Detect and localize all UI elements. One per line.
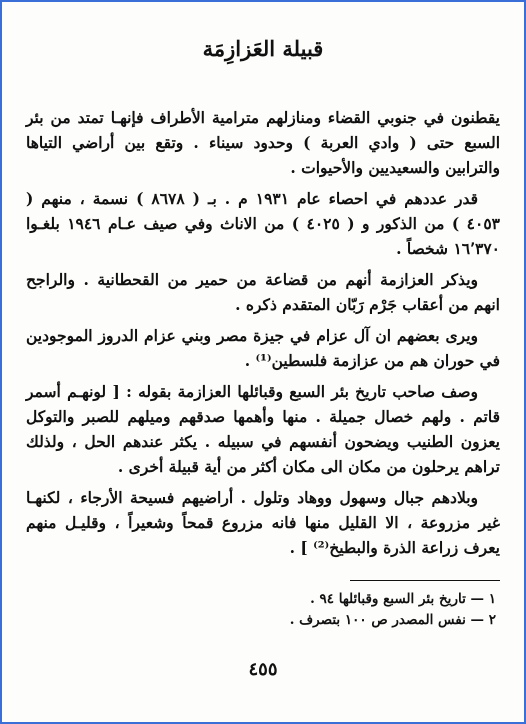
paragraph-lands: وبلادهم جبال وسهول ووهاد وتلول . أراضيهم فسيحة الأرجاء ، لكنهـا غير مزروعة ، الا القليل منها فانه مزروع قمحاً وشعيراً ، وقليـل منهم يعرف زراعة الذرة والبطيخ⁽²⁾ ] . (26, 488, 500, 557)
paragraph-population: قدر عددهم في احصاء عام ١٩٣١ م . بـ ( ٨٦٧٨ ) نسمة ، منهم ( ٤٠٥٣ ) من الذكور و ( ٤٠٢٥ ) من الاناث وفي صيف عـام ١٩٤٦ بلغـوا ١٦٬٣٧٠ شخصاً . (26, 189, 500, 258)
page-title: قبيلة العَزازِمَة (202, 36, 324, 61)
footnotes (26, 580, 500, 631)
page-number: ٤٥٥ (248, 659, 278, 680)
paragraph-description: وصف صاحب تاريخ بئر السبع وقبائلها العزازمة بقوله : [ لونهـم أسمر قاتم . ولهم خصال جميلة . منها وأهمها صدقهم وميلهم للصبر والتوكل يعزون الطنيب ويضحون أنفسهم في سبيله . يكثر عندهم الحل ، ولذلك تراهم يرحلون من مكان الى مكان أكثر من أية قبيلة أخرى . (26, 382, 500, 476)
paragraph-origin: ويذكر العزازمة أنهم من قضاعة من حمير من القحطانية . والراجح انهم من أعقاب جَرْم رَبّان المتقدم ذكره . (26, 270, 500, 314)
footnote-divider (350, 580, 500, 581)
footnote-2: ٢ — نفس المصدر ص ١٠٠ بتصرف . (289, 612, 496, 628)
footnote-1: ١ — تاريخ بئر السبع وقبائلها ٩٤ . (310, 591, 496, 607)
paragraph-location: يقطنون في جنوبي القضاء ومنازلهم مترامية الأطراف فإنهـا تمتد من بئر السبع حتى ( وادي العربة ) وحدود سيناء . وتقع بين أراضي التياها والترابين والسعيديين والأحيوات . (26, 108, 500, 177)
document-page (26, 36, 500, 680)
paragraph-relations: ويرى بعضهم ان آل عزام في جيزة مصر وبني عزام الدروز الموجودين في حوران هم من عزازمة فلسطين⁽¹⁾ . (26, 326, 500, 370)
